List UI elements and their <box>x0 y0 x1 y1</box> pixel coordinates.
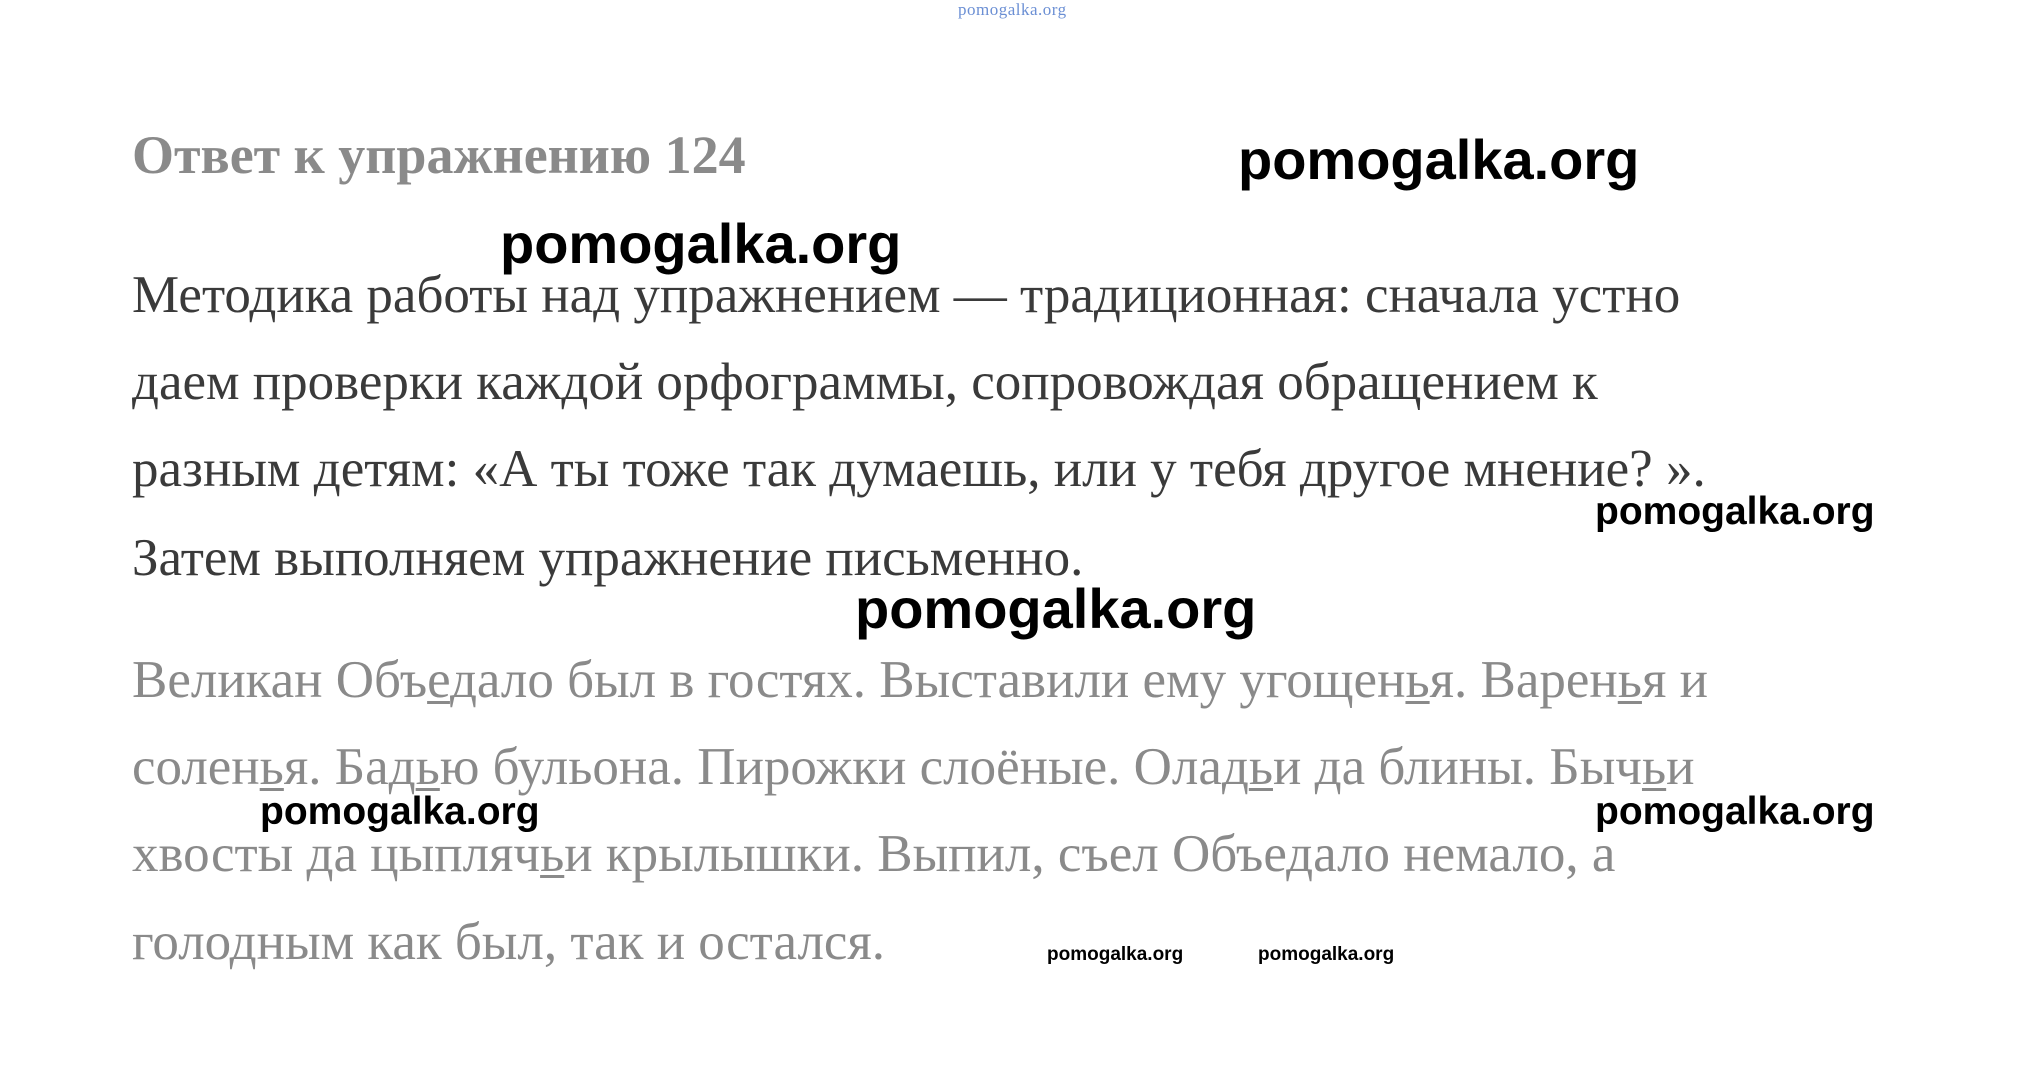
underlined-letter: ь <box>1641 738 1667 796</box>
method-line-4: Затем выполняем упражнение письменно. <box>132 529 1084 587</box>
story-text: я и <box>1641 651 1708 709</box>
underlined-letter: ь <box>1248 738 1273 796</box>
watermark: pomogalka.org <box>500 212 902 275</box>
story-text: я. Варен <box>1429 651 1618 709</box>
watermark: pomogalka.org <box>1258 944 1395 965</box>
underlined-letter: ь <box>415 738 440 796</box>
story-text: и крылышки. Выпил, съел Объедало немало, а <box>564 825 1616 883</box>
site-link[interactable]: pomogalka.org <box>958 0 1067 19</box>
story-text: хвосты да цыпляч <box>132 825 541 883</box>
story-text: солен <box>132 738 260 796</box>
underlined-letter: ь <box>540 825 565 883</box>
story-line-4: голодным как был, так и остался. <box>132 913 886 971</box>
underlined-letter: е <box>427 651 450 709</box>
watermark: pomogalka.org <box>855 577 1257 640</box>
story-line-2 <box>132 737 1695 797</box>
story-text: Великан Объ <box>132 651 428 709</box>
story-text: я. Бад <box>283 738 416 796</box>
page-title: Ответ к упражнению 124 <box>132 125 746 185</box>
method-line-2: даем проверки каждой орфограммы, сопровождая обращением к <box>132 353 1598 411</box>
watermark: pomogalka.org <box>1047 944 1184 965</box>
story-text: и <box>1666 738 1695 796</box>
underlined-letter: ь <box>1405 651 1430 709</box>
story-text: ю бульона. Пирожки слоёные. Олад <box>439 738 1249 796</box>
underlined-letter: ь <box>259 738 284 796</box>
watermark: pomogalka.org <box>1238 128 1640 191</box>
watermark: pomogalka.org <box>1595 490 1875 533</box>
method-line-1: Методика работы над упражнением — традиционная: сначала устно <box>132 266 1681 324</box>
watermark: pomogalka.org <box>1595 790 1875 833</box>
story-line-1 <box>132 650 1708 710</box>
story-text: дало был в гостях. Выставили ему угощен <box>449 651 1406 709</box>
method-line-3: разным детям: «А ты тоже так думаешь, или у тебя другое мнение? ». <box>132 440 1706 498</box>
underlined-letter: ь <box>1617 651 1642 709</box>
story-text: и да блины. Быч <box>1272 738 1642 796</box>
watermark: pomogalka.org <box>260 790 540 833</box>
